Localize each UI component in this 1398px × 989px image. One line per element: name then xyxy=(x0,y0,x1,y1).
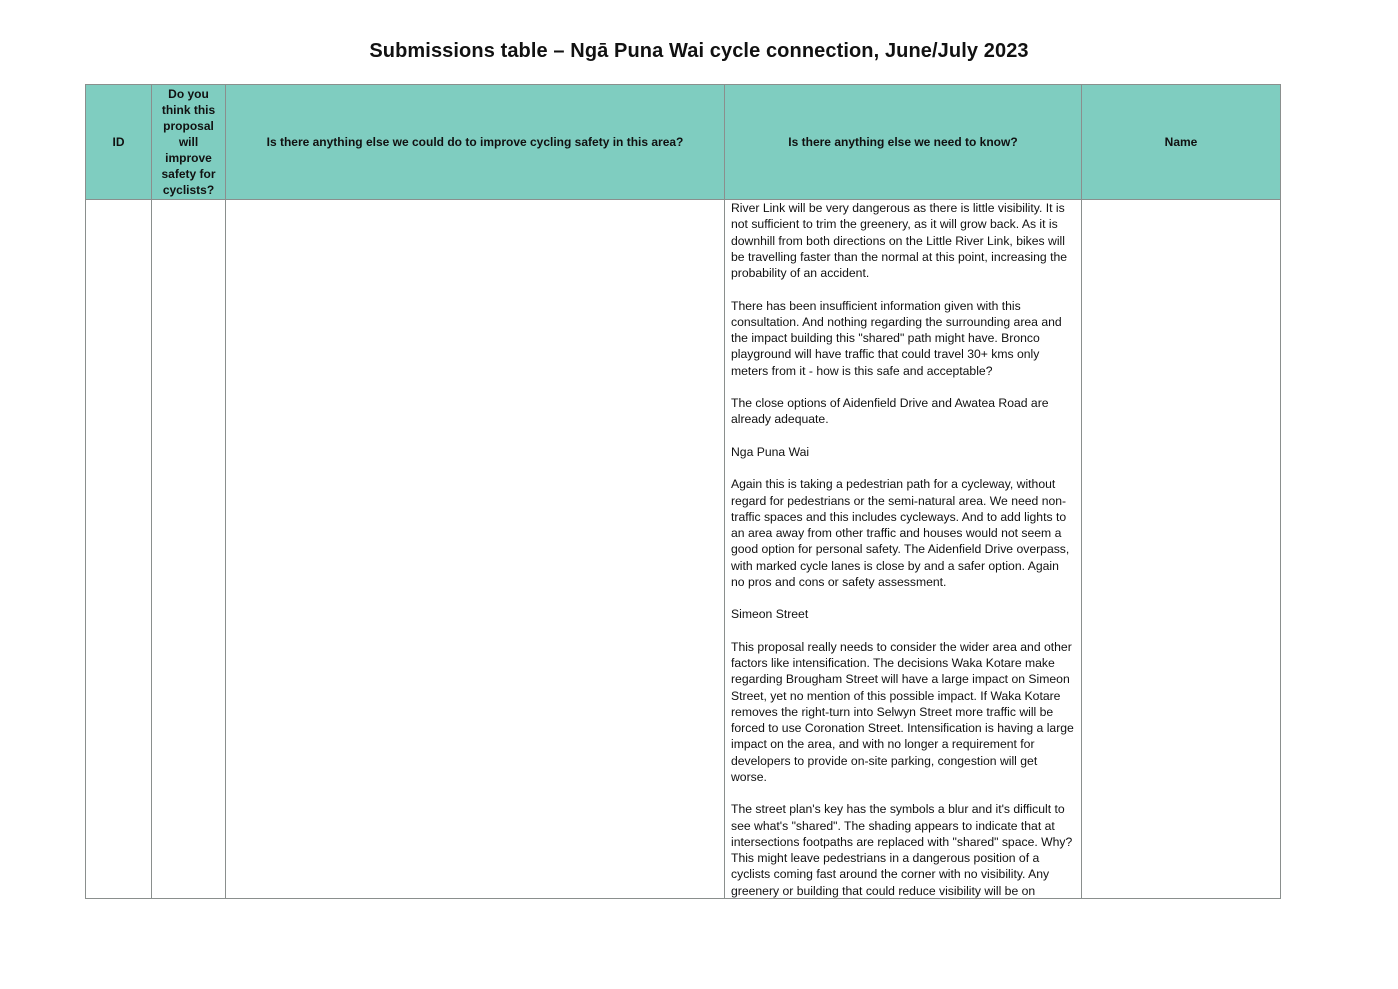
paragraph: River Link will be very dangerous as there is little visibility. It is not sufficient to trim the greenery, as it will grow back. As it is downhill from both directions on the Little River Link, bikes will be travelling faster than the normal at this point, increasing the probability of an accident. xyxy=(731,201,1068,280)
header-id: ID xyxy=(86,85,152,200)
table-row xyxy=(86,200,1281,899)
cell-name xyxy=(1082,200,1281,899)
paragraph: The street plan's key has the symbols a blur and it's difficult to see what's "shared". The shading appears to indicate that at intersections footpaths are replaced with "shared" space. Why? This might leave pedestrians in a dangerous position of a cyclists coming fast around the corner with no visibility. Any greenery or building that could reduce visibility will be on xyxy=(731,802,1073,898)
anything-else-text xyxy=(725,200,1081,898)
submissions-table xyxy=(85,84,1281,899)
header-anything-else: Is there anything else we need to know? xyxy=(725,85,1082,200)
paragraph: There has been insufficient information given with this consultation. And nothing regarding the surrounding area and the impact building this "shared" path might have. Bronco playground will have traffic that could travel 30+ kms only meters from it - how is this safe and acceptable? xyxy=(731,298,1062,378)
header-name: Name xyxy=(1082,85,1281,200)
paragraph: The close options of Aidenfield Drive and Awatea Road are already adequate. xyxy=(731,396,1049,427)
paragraph: Simeon Street xyxy=(731,607,809,622)
table-header-row xyxy=(86,85,1281,200)
paragraph: Again this is taking a pedestrian path for a cycleway, without regard for pedestrians or the semi-natural area. We need non-traffic spaces and this includes cycleways. And to add lights to an area away from other traffic and houses would not seem a good option for personal safety. The Aidenfield Drive overpass, with marked cycle lanes is close by and a safer option. Again no pros and cons or safety assessment. xyxy=(731,477,1070,589)
header-improve-safety: Do you think this proposal will improve safety for cyclists? xyxy=(152,85,226,200)
header-improve-cycling-safety: Is there anything else we could do to improve cycling safety in this area? xyxy=(226,85,725,200)
cell-improve-safety xyxy=(152,200,226,899)
page-title: Submissions table – Ngā Puna Wai cycle connection, June/July 2023 xyxy=(369,40,1029,62)
cell-id xyxy=(86,200,152,899)
cell-improve-cycling-safety xyxy=(226,200,725,899)
paragraph: This proposal really needs to consider the wider area and other factors like intensification. The decisions Waka Kotare make regarding Brougham Street will have a large impact on Simeon Street, yet no mention of this possible impact. If Waka Kotare removes the right-turn into Selwyn Street more traffic will be forced to use Coronation Street. Intensification is having a large impact on the area, and with no longer a requirement for developers to provide on-site parking, congestion will get worse. xyxy=(731,639,1074,784)
cell-anything-else xyxy=(725,200,1082,899)
paragraph: Nga Puna Wai xyxy=(731,444,810,459)
